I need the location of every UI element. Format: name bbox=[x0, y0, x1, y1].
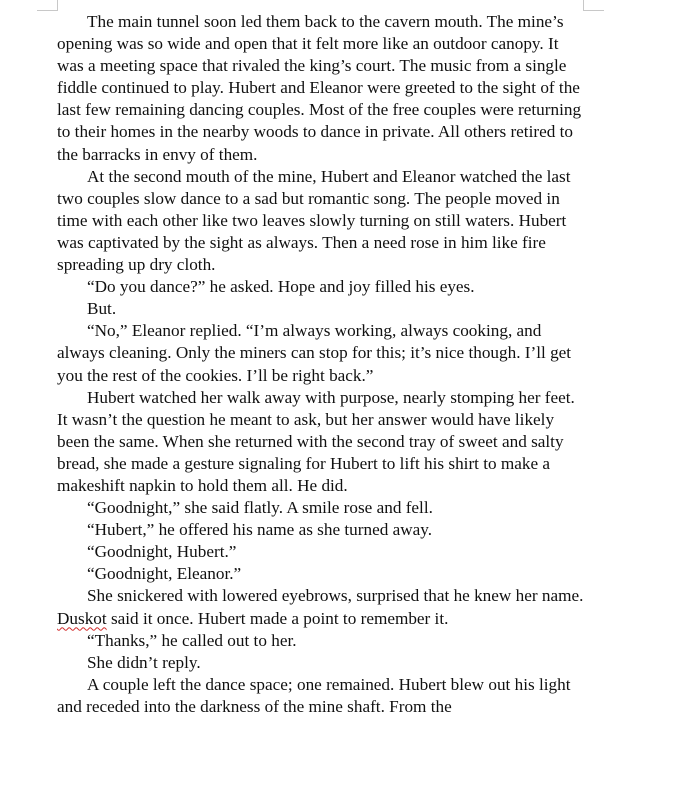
paragraph: “Goodnight, Hubert.” bbox=[87, 542, 237, 562]
paragraph: She didn’t reply. bbox=[87, 652, 201, 672]
paragraph bbox=[57, 585, 587, 629]
paragraph-text: said it once. Hubert made a point to remember it. bbox=[106, 608, 449, 628]
paragraph: “Goodnight, Eleanor.” bbox=[87, 564, 242, 584]
paragraph-text: She snickered with lowered eyebrows, surprised that he knew her name. bbox=[87, 586, 584, 606]
paragraph: “Hubert,” he offered his name as she turned away. bbox=[87, 520, 433, 540]
paragraph: “Goodnight,” she said flatly. A smile rose and fell. bbox=[87, 498, 433, 518]
paragraph: But. bbox=[87, 299, 117, 319]
top-left-margin-mark bbox=[37, 0, 58, 11]
paragraph: The main tunnel soon led them back to the cavern mouth. The mine’s opening was so wide and open that it felt more like an outdoor canopy. It was a meeting space that rivaled the king’s court. The music from a single fiddle continued to play. Hubert and Eleanor were greeted to the sight of the last few remaining dancing couples. Most of the free couples were returning to their homes in the nearby woods to dance in private. All others retired to the barracks in envy of them. bbox=[57, 12, 582, 164]
paragraph: At the second mouth of the mine, Hubert and Eleanor watched the last two couples slow dance to a sad but romantic song. The people moved in time with each other like two leaves slowly turning on still waters. Hubert was captivated by the sight as always. Then a need rose in him like fire spreading up dry cloth. bbox=[57, 166, 571, 275]
paragraph: “Do you dance?” he asked. Hope and joy filled his eyes. bbox=[87, 277, 475, 297]
document-text-area[interactable] bbox=[57, 11, 587, 718]
paragraph: “Thanks,” he called out to her. bbox=[87, 630, 297, 650]
paragraph: Hubert watched her walk away with purpose, nearly stomping her feet. It wasn’t the question he meant to ask, but her answer would have likely been the same. When she returned with the second tray of sweet and salty bread, she made a gesture signaling for Hubert to lift his shirt to make a makeshift napkin to hold them all. He did. bbox=[57, 387, 575, 495]
paragraph: A couple left the dance space; one remained. Hubert blew out his light and receded into the darkness of the mine shaft. From the bbox=[57, 674, 571, 716]
top-right-margin-mark bbox=[583, 0, 604, 11]
misspelled-word[interactable]: Duskot bbox=[57, 608, 107, 628]
paragraph: “No,” Eleanor replied. “I’m always working, always cooking, and always cleaning. Only the miners can stop for this; it’s nice though. I’ll get you the rest of the cookies. I’ll be right back.” bbox=[57, 321, 572, 385]
